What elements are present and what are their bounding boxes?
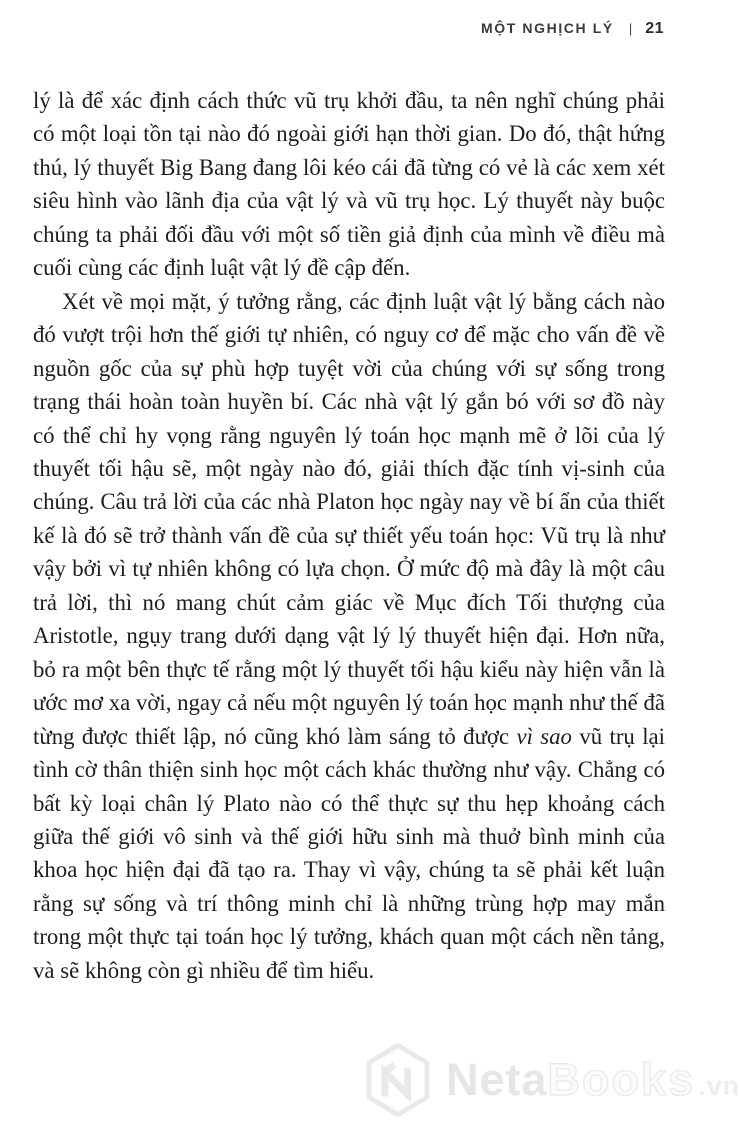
watermark-brand-books: Books [547, 1054, 696, 1105]
italic-phrase: vì sao [516, 723, 572, 749]
paragraph-second-part1: Xét về mọi mặt, ý tưởng rằng, các định luật vật lý bằng cách nào đó vượt trội hơn thế giới tự nhiên, có nguy cơ để mặc cho vấn đề về nguồn gốc của sự phù hợp tuyệt vời của chúng với sự sống trong trạng thái hoàn toàn huyền bí. Các nhà vật lý gắn bó với sơ đồ này có thể chỉ hy vọng rằng nguyên lý toán học mạnh mẽ ở lõi của lý thuyết tối hậu sẽ, một ngày nào đó, giải thích đặc tính vị-sinh của chúng. Câu trả lời của các nhà Platon học ngày nay về bí ẩn của thiết kế là đó sẽ trở thành vấn đề của sự thiết yếu toán học: Vũ trụ là như vậy bởi vì tự nhiên không có lựa chọn. Ở mức độ mà đây là một câu trả lời, thì nó mang chút cảm giác về Mục đích Tối thượng của Aristotle, ngụy trang dưới dạng vật lý lý thuyết hiện đại. Hơn nữa, bỏ ra một bên thực tế rằng một lý thuyết tối hậu kiểu này hiện vẫn là ước mơ xa vời, ngay cả nếu một nguyên lý toán học mạnh như thế đã từng được thiết lập, nó cũng khó làm sáng tỏ được [33, 288, 665, 749]
netabooks-hexagon-logo-icon [362, 1042, 434, 1118]
paragraph-second [33, 285, 665, 988]
body-text [33, 84, 665, 987]
watermark-brand-neta: Neta [446, 1054, 548, 1105]
page-header [481, 20, 664, 38]
watermark-text [446, 1054, 740, 1106]
netabooks-watermark [362, 1042, 740, 1118]
paragraph-continued: lý là để xác định cách thức vũ trụ khởi đầu, ta nên nghĩ chúng phải có một loại tồn tại nào đó ngoài giới hạn thời gian. Do đó, thật hứng thú, lý thuyết Big Bang đang lôi kéo cái đã từng có vẻ là các xem xét siêu hình vào lãnh địa của vật lý và vũ trụ học. Lý thuyết này buộc chúng ta phải đối đầu với một số tiền giả định của mình về điều mà cuối cùng các định luật vật lý đề cập đến. [33, 88, 665, 281]
page-number: 21 [645, 20, 664, 37]
header-separator: | [628, 21, 633, 36]
running-title: MỘT NGHỊCH LÝ [481, 20, 614, 36]
watermark-domain-suffix: .vn [698, 1071, 740, 1101]
paragraph-second-part2: vũ trụ lại tình cờ thân thiện sinh học một cách khác thường như vậy. Chẳng có bất kỳ loại chân lý Plato nào có thể thực sự thu hẹp khoảng cách giữa thế giới vô sinh và thế giới hữu sinh mà thuở bình minh của khoa học hiện đại đã tạo ra. Thay vì vậy, chúng ta sẽ phải kết luận rằng sự sống và trí thông minh chỉ là những trùng hợp may mắn trong một thực tại toán học lý tưởng, khách quan một cách nền tảng, và sẽ không còn gì nhiều để tìm hiểu. [33, 723, 665, 983]
